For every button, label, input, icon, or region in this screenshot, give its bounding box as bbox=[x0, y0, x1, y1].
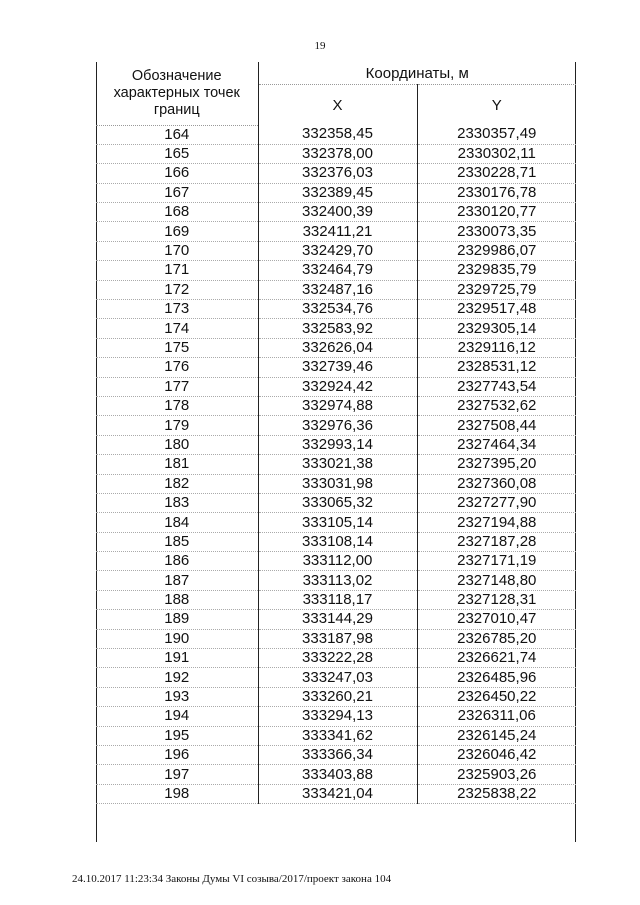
y-coordinate-cell: 2326785,20 bbox=[417, 629, 576, 648]
y-coordinate-cell: 2326311,06 bbox=[417, 707, 576, 726]
y-coordinate-cell: 2327194,88 bbox=[417, 513, 576, 532]
point-id-cell: 196 bbox=[96, 746, 258, 765]
table-row bbox=[96, 338, 576, 357]
y-coordinate-cell: 2329986,07 bbox=[417, 241, 576, 260]
point-id-cell: 192 bbox=[96, 668, 258, 687]
table-row bbox=[96, 261, 576, 280]
x-coordinate-cell: 333118,17 bbox=[258, 590, 417, 609]
x-coordinate-cell: 333144,29 bbox=[258, 610, 417, 629]
point-id-cell: 189 bbox=[96, 610, 258, 629]
x-coordinate-cell: 333366,34 bbox=[258, 746, 417, 765]
point-id-cell: 182 bbox=[96, 474, 258, 493]
x-coordinate-cell: 332378,00 bbox=[258, 144, 417, 163]
point-id-cell: 197 bbox=[96, 765, 258, 784]
y-coordinate-cell: 2327187,28 bbox=[417, 532, 576, 551]
y-coordinate-cell: 2327010,47 bbox=[417, 610, 576, 629]
point-id-cell: 166 bbox=[96, 164, 258, 183]
point-id-cell: 175 bbox=[96, 338, 258, 357]
x-coordinate-cell: 333421,04 bbox=[258, 784, 417, 803]
table-row bbox=[96, 280, 576, 299]
y-coordinate-cell: 2327148,80 bbox=[417, 571, 576, 590]
x-coordinate-cell: 332974,88 bbox=[258, 396, 417, 415]
table-row bbox=[96, 125, 576, 144]
y-coordinate-cell: 2329725,79 bbox=[417, 280, 576, 299]
table-row bbox=[96, 377, 576, 396]
x-coordinate-cell: 332400,39 bbox=[258, 203, 417, 222]
x-coordinate-cell: 332389,45 bbox=[258, 183, 417, 202]
point-id-cell: 176 bbox=[96, 358, 258, 377]
table-row bbox=[96, 532, 576, 551]
y-coordinate-cell: 2330357,49 bbox=[417, 125, 576, 144]
point-id-cell: 177 bbox=[96, 377, 258, 396]
header-y: Y bbox=[491, 96, 502, 114]
y-coordinate-cell: 2325838,22 bbox=[417, 784, 576, 803]
point-id-cell: 165 bbox=[96, 144, 258, 163]
x-coordinate-cell: 332464,79 bbox=[258, 261, 417, 280]
x-coordinate-cell: 333112,00 bbox=[258, 552, 417, 571]
point-id-cell: 195 bbox=[96, 726, 258, 745]
point-id-cell: 173 bbox=[96, 300, 258, 319]
point-id-cell: 169 bbox=[96, 222, 258, 241]
x-coordinate-cell: 332358,45 bbox=[258, 125, 417, 144]
table-row bbox=[96, 668, 576, 687]
y-coordinate-cell: 2329835,79 bbox=[417, 261, 576, 280]
y-coordinate-cell: 2327360,08 bbox=[417, 474, 576, 493]
y-coordinate-cell: 2330073,35 bbox=[417, 222, 576, 241]
point-id-cell: 191 bbox=[96, 649, 258, 668]
table-row bbox=[96, 416, 576, 435]
y-coordinate-cell: 2327532,62 bbox=[417, 396, 576, 415]
y-coordinate-cell: 2329517,48 bbox=[417, 300, 576, 319]
x-coordinate-cell: 333341,62 bbox=[258, 726, 417, 745]
point-id-cell: 193 bbox=[96, 687, 258, 706]
coordinates-table bbox=[96, 62, 576, 804]
point-id-cell: 181 bbox=[96, 455, 258, 474]
point-id-cell: 180 bbox=[96, 435, 258, 454]
point-id-cell: 188 bbox=[96, 590, 258, 609]
table-row bbox=[96, 552, 576, 571]
point-id-cell: 179 bbox=[96, 416, 258, 435]
table-row bbox=[96, 746, 576, 765]
y-coordinate-cell: 2326485,96 bbox=[417, 668, 576, 687]
x-coordinate-cell: 333105,14 bbox=[258, 513, 417, 532]
y-coordinate-cell: 2326145,24 bbox=[417, 726, 576, 745]
x-coordinate-cell: 332924,42 bbox=[258, 377, 417, 396]
point-id-cell: 167 bbox=[96, 183, 258, 202]
y-coordinate-cell: 2326046,42 bbox=[417, 746, 576, 765]
table-row bbox=[96, 164, 576, 183]
page-number: 19 bbox=[314, 40, 326, 52]
x-coordinate-cell: 333222,28 bbox=[258, 649, 417, 668]
y-coordinate-cell: 2330120,77 bbox=[417, 203, 576, 222]
footer-stamp: 24.10.2017 11:23:34 Законы Думы VI созыва/2017/проект закона 104 bbox=[72, 873, 392, 885]
x-coordinate-cell: 333187,98 bbox=[258, 629, 417, 648]
point-id-cell: 184 bbox=[96, 513, 258, 532]
point-id-cell: 174 bbox=[96, 319, 258, 338]
y-coordinate-cell: 2326450,22 bbox=[417, 687, 576, 706]
point-id-cell: 164 bbox=[96, 125, 258, 144]
table-row bbox=[96, 203, 576, 222]
point-id-cell: 168 bbox=[96, 203, 258, 222]
point-id-cell: 187 bbox=[96, 571, 258, 590]
table-row bbox=[96, 765, 576, 784]
y-coordinate-cell: 2330302,11 bbox=[417, 144, 576, 163]
point-id-cell: 190 bbox=[96, 629, 258, 648]
table-row bbox=[96, 784, 576, 803]
y-coordinate-cell: 2329116,12 bbox=[417, 338, 576, 357]
x-coordinate-cell: 333247,03 bbox=[258, 668, 417, 687]
x-coordinate-cell: 332487,16 bbox=[258, 280, 417, 299]
y-coordinate-cell: 2325903,26 bbox=[417, 765, 576, 784]
x-coordinate-cell: 332976,36 bbox=[258, 416, 417, 435]
y-coordinate-cell: 2327128,31 bbox=[417, 590, 576, 609]
table-row bbox=[96, 222, 576, 241]
table-row bbox=[96, 358, 576, 377]
table-row bbox=[96, 571, 576, 590]
x-coordinate-cell: 333403,88 bbox=[258, 765, 417, 784]
table-row bbox=[96, 687, 576, 706]
table-row bbox=[96, 493, 576, 512]
point-id-cell: 171 bbox=[96, 261, 258, 280]
table-body bbox=[96, 125, 576, 804]
header-coordinates: Координаты, м bbox=[258, 62, 576, 85]
header-x: X bbox=[258, 85, 417, 126]
x-coordinate-cell: 333113,02 bbox=[258, 571, 417, 590]
table-row bbox=[96, 435, 576, 454]
table-row bbox=[96, 726, 576, 745]
point-id-cell: 198 bbox=[96, 784, 258, 803]
table-row bbox=[96, 610, 576, 629]
x-coordinate-cell: 332429,70 bbox=[258, 241, 417, 260]
x-coordinate-cell: 332411,21 bbox=[258, 222, 417, 241]
y-coordinate-cell: 2330228,71 bbox=[417, 164, 576, 183]
y-coordinate-cell: 2327464,34 bbox=[417, 435, 576, 454]
x-coordinate-cell: 333021,38 bbox=[258, 455, 417, 474]
x-coordinate-cell: 333260,21 bbox=[258, 687, 417, 706]
table-row bbox=[96, 513, 576, 532]
y-coordinate-cell: 2329305,14 bbox=[417, 319, 576, 338]
y-coordinate-cell: 2328531,12 bbox=[417, 358, 576, 377]
x-coordinate-cell: 333065,32 bbox=[258, 493, 417, 512]
table-row bbox=[96, 396, 576, 415]
point-id-cell: 170 bbox=[96, 241, 258, 260]
x-coordinate-cell: 333031,98 bbox=[258, 474, 417, 493]
table-row bbox=[96, 319, 576, 338]
point-id-cell: 194 bbox=[96, 707, 258, 726]
point-id-cell: 183 bbox=[96, 493, 258, 512]
table-row bbox=[96, 707, 576, 726]
x-coordinate-cell: 332376,03 bbox=[258, 164, 417, 183]
table-row bbox=[96, 474, 576, 493]
table-row bbox=[96, 455, 576, 474]
point-id-cell: 185 bbox=[96, 532, 258, 551]
x-coordinate-cell: 332626,04 bbox=[258, 338, 417, 357]
x-coordinate-cell: 332739,46 bbox=[258, 358, 417, 377]
table-row bbox=[96, 649, 576, 668]
table-row bbox=[96, 241, 576, 260]
table-row bbox=[96, 300, 576, 319]
y-coordinate-cell: 2327395,20 bbox=[417, 455, 576, 474]
x-coordinate-cell: 333108,14 bbox=[258, 532, 417, 551]
x-coordinate-cell: 332534,76 bbox=[258, 300, 417, 319]
y-coordinate-cell: 2330176,78 bbox=[417, 183, 576, 202]
y-coordinate-cell: 2327508,44 bbox=[417, 416, 576, 435]
table-row bbox=[96, 590, 576, 609]
point-id-cell: 172 bbox=[96, 280, 258, 299]
y-coordinate-cell: 2327743,54 bbox=[417, 377, 576, 396]
header-point-label: Обозначение характерных точек границ bbox=[96, 62, 258, 125]
x-coordinate-cell: 332583,92 bbox=[258, 319, 417, 338]
y-coordinate-cell: 2326621,74 bbox=[417, 649, 576, 668]
y-coordinate-cell: 2327171,19 bbox=[417, 552, 576, 571]
table-row bbox=[96, 629, 576, 648]
y-coordinate-cell: 2327277,90 bbox=[417, 493, 576, 512]
table-row bbox=[96, 183, 576, 202]
x-coordinate-cell: 332993,14 bbox=[258, 435, 417, 454]
table-row bbox=[96, 144, 576, 163]
x-coordinate-cell: 333294,13 bbox=[258, 707, 417, 726]
point-id-cell: 178 bbox=[96, 396, 258, 415]
point-id-cell: 186 bbox=[96, 552, 258, 571]
